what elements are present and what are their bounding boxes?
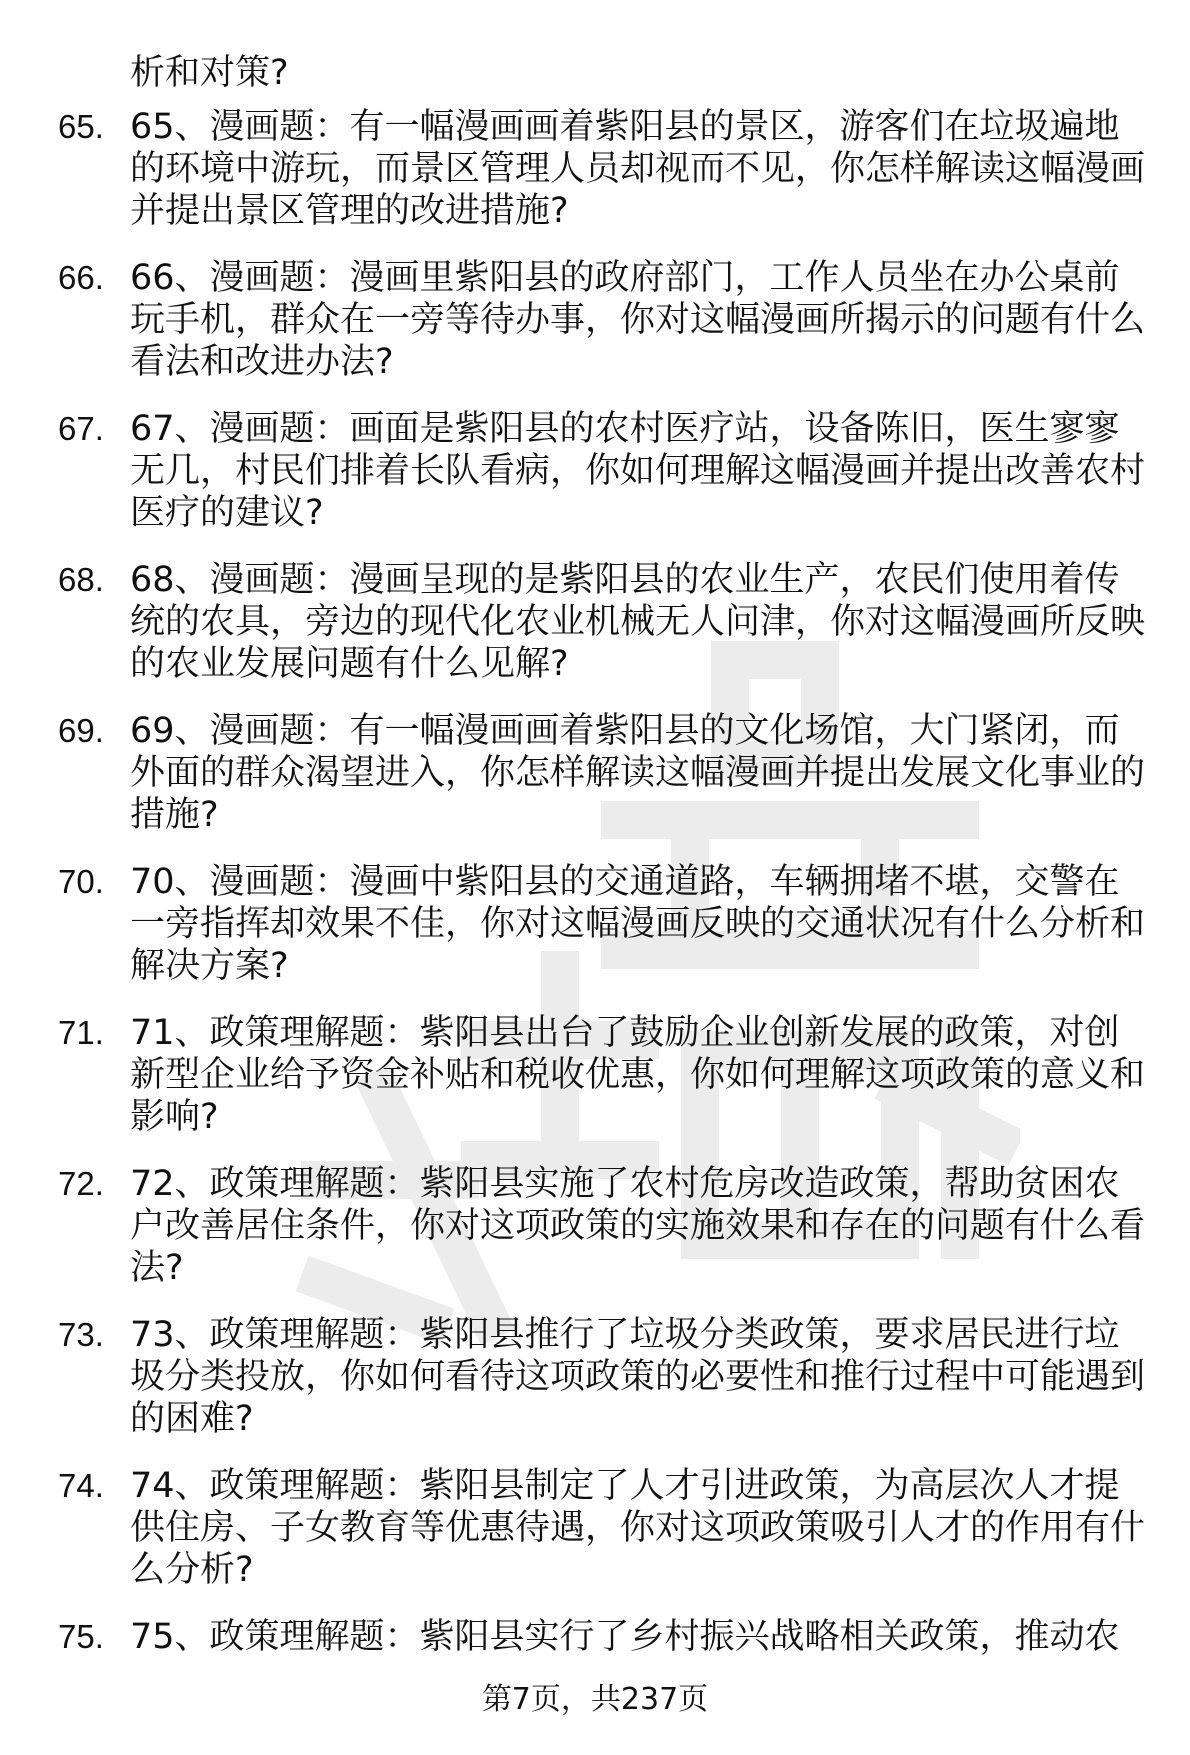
question-number: 74. — [58, 1467, 104, 1504]
question-number: 68. — [58, 561, 104, 598]
continuation-text: 析和对策? — [130, 53, 289, 93]
question-number: 65. — [58, 108, 104, 145]
question-item — [0, 1465, 1190, 1591]
question-item — [0, 106, 1190, 232]
question-number: 75. — [58, 1618, 104, 1655]
question-item — [0, 1012, 1190, 1138]
question-item — [0, 1616, 1190, 1658]
question-text: 66、漫画题：漫画里紫阳县的政府部门，工作人员坐在办公桌前玩手机，群众在一旁等待办事，你对这幅漫画所揭示的问题有什么看法和改进办法? — [130, 258, 1146, 382]
page-footer: 第7页，共237页 — [481, 1682, 709, 1717]
question-text: 65、漫画题：有一幅漫画画着紫阳县的景区，游客们在垃圾遍地的环境中游玩，而景区管理人员却视而不见，你怎样解读这幅漫画并提出景区管理的改进措施? — [130, 107, 1146, 231]
question-text: 74、政策理解题：紫阳县制定了人才引进政策，为高层次人才提供住房、子女教育等优惠待遇，你对这项政策吸引人才的作用有什么分析? — [130, 1466, 1146, 1590]
question-text: 73、政策理解题：紫阳县推行了垃圾分类政策，要求居民进行垃圾分类投放，你如何看待这项政策的必要性和推行过程中可能遇到的困难? — [130, 1315, 1146, 1439]
question-number: 69. — [58, 712, 104, 749]
question-item — [0, 1314, 1190, 1440]
question-number: 66. — [58, 259, 104, 296]
question-number: 73. — [58, 1316, 104, 1353]
question-text: 75、政策理解题：紫阳县实行了乡村振兴战略相关政策，推动农 — [130, 1617, 1120, 1657]
question-text: 67、漫画题：画面是紫阳县的农村医疗站，设备陈旧，医生寥寥无几，村民们排着长队看病，你如何理解这幅漫画并提出改善农村医疗的建议? — [130, 409, 1146, 533]
question-item — [0, 861, 1190, 987]
question-item — [0, 1163, 1190, 1289]
question-number: 67. — [58, 410, 104, 447]
question-text: 68、漫画题：漫画呈现的是紫阳县的农业生产，农民们使用着传统的农具，旁边的现代化农业机械无人问津，你对这幅漫画所反映的农业发展问题有什么见解? — [130, 560, 1146, 684]
question-number: 71. — [58, 1014, 104, 1051]
question-text: 72、政策理解题：紫阳县实施了农村危房改造政策，帮助贫困农户改善居住条件，你对这项政策的实施效果和存在的问题有什么看法? — [130, 1164, 1146, 1288]
question-number: 70. — [58, 863, 104, 900]
question-text: 71、政策理解题：紫阳县出台了鼓励企业创新发展的政策，对创新型企业给予资金补贴和税收优惠，你如何理解这项政策的意义和影响? — [130, 1013, 1146, 1137]
question-item — [0, 710, 1190, 836]
question-number: 72. — [58, 1165, 104, 1202]
question-item — [0, 408, 1190, 534]
question-item — [0, 559, 1190, 685]
question-text: 69、漫画题：有一幅漫画画着紫阳县的文化场馆，大门紧闭，而外面的群众渴望进入，你怎样解读这幅漫画并提出发展文化事业的措施? — [130, 711, 1146, 835]
question-item — [0, 257, 1190, 383]
question-text: 70、漫画题：漫画中紫阳县的交通道路，车辆拥堵不堪，交警在一旁指挥却效果不佳，你对这幅漫画反映的交通状况有什么分析和解决方案? — [130, 862, 1146, 986]
question-list — [0, 106, 1190, 1683]
